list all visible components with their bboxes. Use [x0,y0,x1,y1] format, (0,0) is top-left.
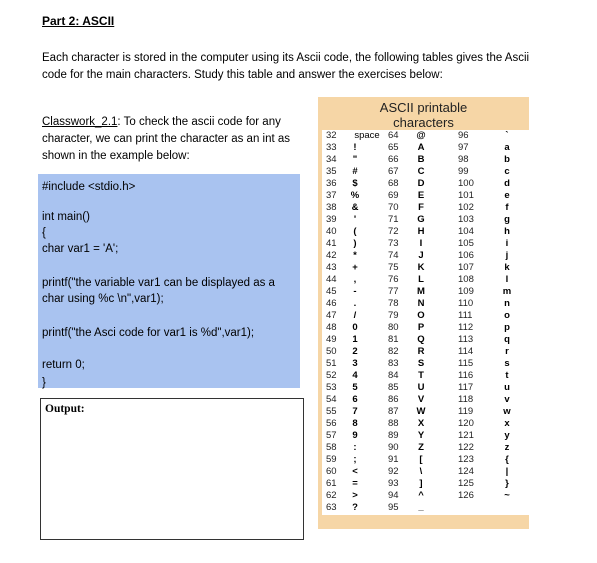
ascii-code: 59 [326,454,337,465]
ascii-character: _ [418,502,424,513]
code-line: printf("the Asci code for var1 is %d",var1); [42,327,255,339]
ascii-code: 108 [458,274,474,285]
ascii-character: 7 [352,406,358,417]
ascii-character: j [505,250,509,261]
ascii-character: @ [416,130,426,141]
ascii-code: 87 [388,406,399,417]
ascii-code: 88 [388,418,399,429]
ascii-code: 77 [388,286,399,297]
classwork-paragraph [42,114,307,165]
ascii-code: 125 [458,478,474,489]
ascii-code: 126 [458,490,474,501]
ascii-character: ? [352,502,358,513]
ascii-character: : [353,442,357,453]
ascii-character: G [417,214,425,225]
ascii-code: 113 [458,334,474,345]
ascii-code: 45 [326,286,337,297]
ascii-code: 78 [388,298,399,309]
ascii-code: 99 [458,166,469,177]
ascii-character: D [417,178,425,189]
ascii-code: 44 [326,274,337,285]
ascii-code: 62 [326,490,337,501]
ascii-code: 52 [326,370,337,381]
ascii-code: 109 [458,286,474,297]
ascii-character: V [417,394,425,405]
ascii-code: 95 [388,502,399,513]
ascii-character: ^ [418,490,424,501]
code-line: } [42,377,46,389]
ascii-code: 50 [326,346,337,357]
ascii-code: 104 [458,226,474,237]
ascii-character: f [505,202,509,213]
ascii-character: n [504,298,510,309]
ascii-code: 73 [388,238,399,249]
ascii-character: ` [505,130,509,141]
ascii-character: | [505,466,509,477]
ascii-character: & [351,202,359,213]
code-line: { [42,227,46,239]
ascii-character: 8 [352,418,358,429]
code-example-block [38,174,300,388]
ascii-code: 55 [326,406,337,417]
ascii-character: o [504,310,510,321]
ascii-code: 86 [388,394,399,405]
ascii-character: c [504,166,510,177]
ascii-code: 81 [388,334,399,345]
ascii-code: 75 [388,262,399,273]
ascii-character: 1 [352,334,358,345]
ascii-code: 84 [388,370,399,381]
ascii-character: t [505,370,509,381]
ascii-code: 80 [388,322,399,333]
ascii-code: 103 [458,214,474,225]
ascii-character: = [352,478,358,489]
ascii-code: 116 [458,370,474,381]
ascii-character: % [350,190,360,201]
ascii-character: 2 [352,346,358,357]
ascii-character: . [353,298,357,309]
ascii-character: h [504,226,510,237]
ascii-code: 110 [458,298,474,309]
ascii-character: x [504,418,510,429]
ascii-code: 122 [458,442,474,453]
ascii-character: R [417,346,425,357]
ascii-character: space [354,130,380,141]
ascii-character: 9 [352,430,358,441]
ascii-code: 67 [388,166,399,177]
ascii-character: m [502,286,512,297]
ascii-code: 60 [326,466,337,477]
ascii-code: 85 [388,382,399,393]
ascii-code: 32 [326,130,337,141]
ascii-code: 36 [326,178,337,189]
ascii-character: W [416,406,426,417]
ascii-character: " [352,154,358,165]
ascii-code: 117 [458,382,474,393]
ascii-character: ~ [504,490,510,501]
ascii-code: 92 [388,466,399,477]
ascii-character: u [504,382,510,393]
ascii-character: F [418,202,424,213]
ascii-character: - [353,286,357,297]
ascii-code: 61 [326,478,337,489]
ascii-code: 54 [326,394,337,405]
ascii-code: 101 [458,190,474,201]
ascii-table [318,97,529,529]
intro-paragraph: Each character is stored in the computer using its Ascii code, the following tables gives the Ascii code for the main characters. Study this table and answer the exercises below: [42,52,530,81]
ascii-code: 96 [458,130,469,141]
ascii-code: 48 [326,322,337,333]
ascii-code: 57 [326,430,337,441]
ascii-character: g [504,214,510,225]
ascii-character: ) [353,238,357,249]
ascii-code: 79 [388,310,399,321]
ascii-code: 124 [458,466,474,477]
ascii-code: 123 [458,454,474,465]
code-line: char using %c \n",var1); [42,293,164,305]
ascii-character: { [505,454,509,465]
ascii-character: B [417,154,425,165]
ascii-character: T [418,370,424,381]
code-line: int main() [42,211,90,223]
code-line: return 0; [42,359,85,371]
ascii-code: 82 [388,346,399,357]
ascii-code: 51 [326,358,337,369]
ascii-character: H [417,226,425,237]
ascii-character: z [504,442,510,453]
part-title: Part 2: ASCII [42,14,115,28]
ascii-character: / [353,310,357,321]
ascii-code: 93 [388,478,399,489]
ascii-character: N [417,298,425,309]
ascii-grid [322,130,529,515]
ascii-character: K [417,262,425,273]
ascii-character: 5 [352,382,358,393]
ascii-code: 33 [326,142,337,153]
ascii-character: e [504,190,510,201]
ascii-code: 102 [458,202,474,213]
ascii-code: 64 [388,130,399,141]
ascii-code: 91 [388,454,399,465]
ascii-character: Q [417,334,425,345]
ascii-code: 49 [326,334,337,345]
ascii-character: 6 [352,394,358,405]
output-label: Output: [45,403,85,415]
ascii-code: 98 [458,154,469,165]
ascii-character: P [417,322,425,333]
ascii-character: $ [352,178,358,189]
ascii-code: 114 [458,346,474,357]
ascii-title-line1: ASCII printable [379,100,468,115]
ascii-code: 35 [326,166,337,177]
ascii-code: 118 [458,394,474,405]
code-line: char var1 = 'A'; [42,243,119,255]
ascii-character: y [504,430,510,441]
ascii-character: 3 [352,358,358,369]
ascii-character: ! [353,142,357,153]
ascii-character: > [352,490,358,501]
ascii-code: 38 [326,202,337,213]
ascii-character: I [419,238,423,249]
ascii-character: b [504,154,510,165]
ascii-character: M [417,286,425,297]
ascii-code: 71 [388,214,399,225]
ascii-character: # [352,166,358,177]
ascii-character: v [504,394,510,405]
ascii-table-title [318,100,529,130]
ascii-code: 34 [326,154,337,165]
classwork-title: Classwork_2.1 [42,116,118,128]
ascii-code: 74 [388,250,399,261]
ascii-code: 41 [326,238,337,249]
ascii-character: * [353,250,357,261]
ascii-character: Y [417,430,425,441]
ascii-code: 72 [388,226,399,237]
ascii-code: 58 [326,442,337,453]
ascii-character: k [504,262,510,273]
ascii-code: 63 [326,502,337,513]
ascii-character: } [505,478,509,489]
ascii-code: 106 [458,250,474,261]
ascii-character: O [417,310,425,321]
ascii-code: 121 [458,430,474,441]
ascii-character: s [504,358,510,369]
ascii-code: 43 [326,262,337,273]
ascii-character: , [353,274,357,285]
ascii-character: C [417,166,425,177]
ascii-character: w [503,406,511,417]
ascii-code: 90 [388,442,399,453]
ascii-code: 112 [458,322,474,333]
ascii-character: + [352,262,358,273]
ascii-character: q [504,334,510,345]
ascii-character: \ [419,466,423,477]
output-box [40,398,304,540]
ascii-character: 0 [352,322,358,333]
ascii-code: 105 [458,238,474,249]
ascii-code: 40 [326,226,337,237]
ascii-character: l [505,274,509,285]
ascii-code: 53 [326,382,337,393]
ascii-character: 4 [352,370,358,381]
ascii-character: < [352,466,358,477]
ascii-code: 66 [388,154,399,165]
ascii-code: 69 [388,190,399,201]
ascii-character: p [504,322,510,333]
code-line: printf("the variable var1 can be displayed as a [42,277,275,289]
ascii-code: 46 [326,298,337,309]
ascii-character: [ [419,454,423,465]
ascii-character: ] [419,478,423,489]
ascii-character: r [505,346,509,357]
ascii-code: 111 [458,310,473,321]
ascii-character: a [504,142,510,153]
ascii-code: 107 [458,262,474,273]
ascii-character: ; [353,454,357,465]
ascii-code: 42 [326,250,337,261]
ascii-character: ( [353,226,357,237]
ascii-character: d [504,178,510,189]
ascii-title-line2: characters [393,115,454,130]
code-line: #include <stdio.h> [42,181,136,193]
ascii-code: 97 [458,142,469,153]
ascii-code: 37 [326,190,337,201]
ascii-character: U [417,382,425,393]
ascii-code: 100 [458,178,474,189]
ascii-character: X [417,418,425,429]
ascii-code: 56 [326,418,337,429]
ascii-code: 39 [326,214,337,225]
ascii-character: S [417,358,425,369]
ascii-code: 65 [388,142,399,153]
ascii-code: 119 [458,406,474,417]
ascii-character: L [418,274,424,285]
ascii-character: E [417,190,425,201]
ascii-code: 89 [388,430,399,441]
classwork-text: : To check the ascii code for any character, we can print the character as an int as shown in the example below: [42,116,291,162]
ascii-character: Z [418,442,424,453]
ascii-character: ' [353,214,357,225]
ascii-code: 83 [388,358,399,369]
ascii-code: 76 [388,274,399,285]
ascii-character: J [418,250,424,261]
ascii-code: 115 [458,358,474,369]
ascii-code: 47 [326,310,337,321]
ascii-character: A [417,142,425,153]
ascii-code: 68 [388,178,399,189]
ascii-code: 94 [388,490,399,501]
ascii-character: i [505,238,509,249]
ascii-code: 70 [388,202,399,213]
ascii-code: 120 [458,418,474,429]
